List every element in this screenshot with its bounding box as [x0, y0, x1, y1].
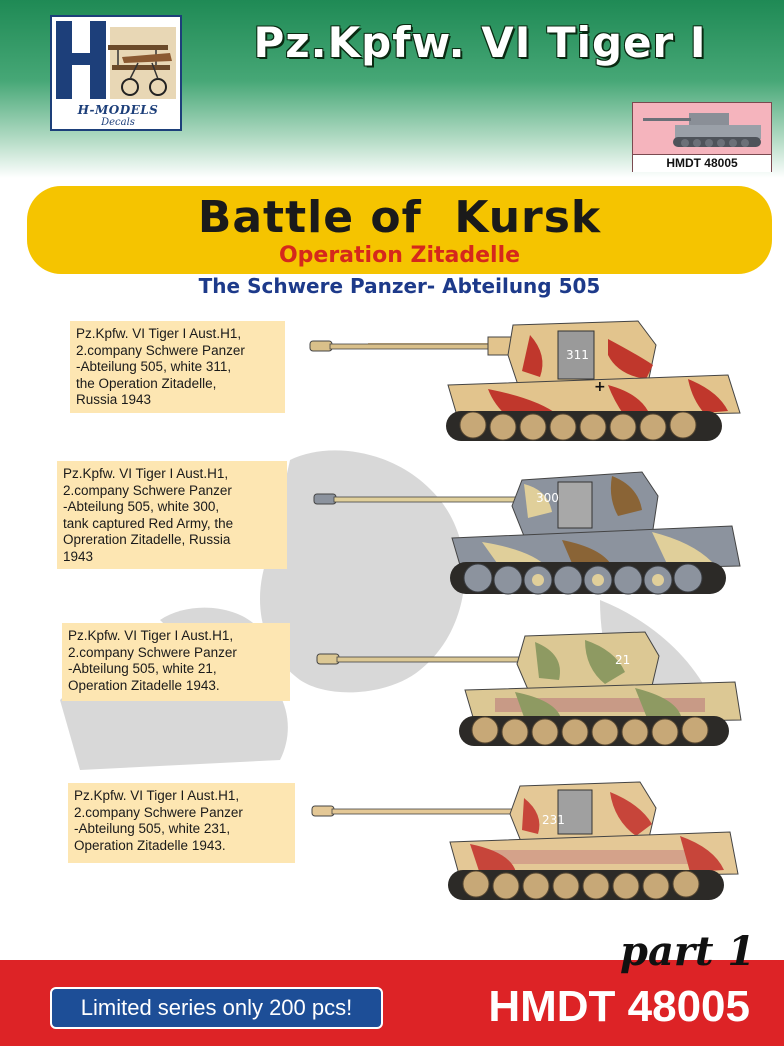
- tank-profile-231: [310, 778, 740, 908]
- logo-text: H-MODELS: [77, 103, 159, 117]
- tank-thumbnail: [639, 105, 765, 153]
- page-title: Pz.Kpfw. VI Tiger I: [253, 18, 707, 67]
- product-code-box: [632, 102, 772, 172]
- footer-product-code: HMDT 48005: [488, 982, 750, 1031]
- variant-description: Pz.Kpfw. VI Tiger I Aust.H1, 2.company Schwere Panzer -Abteilung 505, white 300, tank captured Red Army, the Opreration Zitadelle, Russia 1943: [57, 461, 287, 569]
- turret-number: 21: [615, 653, 631, 667]
- variant-description: Pz.Kpfw. VI Tiger I Aust.H1, 2.company Schwere Panzer -Abteilung 505, white 21, Operation Zitadelle 1943.: [62, 623, 290, 701]
- product-code-label: HMDT 48005: [633, 154, 771, 172]
- operation-subtitle: Operation Zitadelle: [278, 243, 521, 268]
- limited-series-badge: Limited series only 200 pcs!: [50, 987, 383, 1029]
- turret-number: 231: [542, 813, 565, 827]
- logo-subtext: Decals: [101, 117, 135, 128]
- battle-title: Battle of Kursk: [197, 192, 602, 243]
- turret-number: 300: [536, 491, 559, 505]
- variant-description: Pz.Kpfw. VI Tiger I Aust.H1, 2.company Schwere Panzer -Abteilung 505, white 231, Operation Zitadelle 1943.: [68, 783, 295, 863]
- part-label: part 1: [620, 928, 756, 975]
- tank-profile-311: [308, 315, 742, 447]
- turret-number: 311: [566, 348, 589, 362]
- variant-description: Pz.Kpfw. VI Tiger I Aust.H1, 2.company Schwere Panzer -Abteilung 505, white 311, the Operation Zitadelle, Russia 1943: [70, 321, 285, 413]
- h-models-decals-logo: [50, 15, 182, 131]
- unit-title: The Schwere Panzer- Abteilung 505: [198, 274, 601, 298]
- svg-text:+: +: [594, 379, 606, 395]
- tank-profile-300: [312, 462, 742, 602]
- tank-profile-21: [315, 628, 743, 756]
